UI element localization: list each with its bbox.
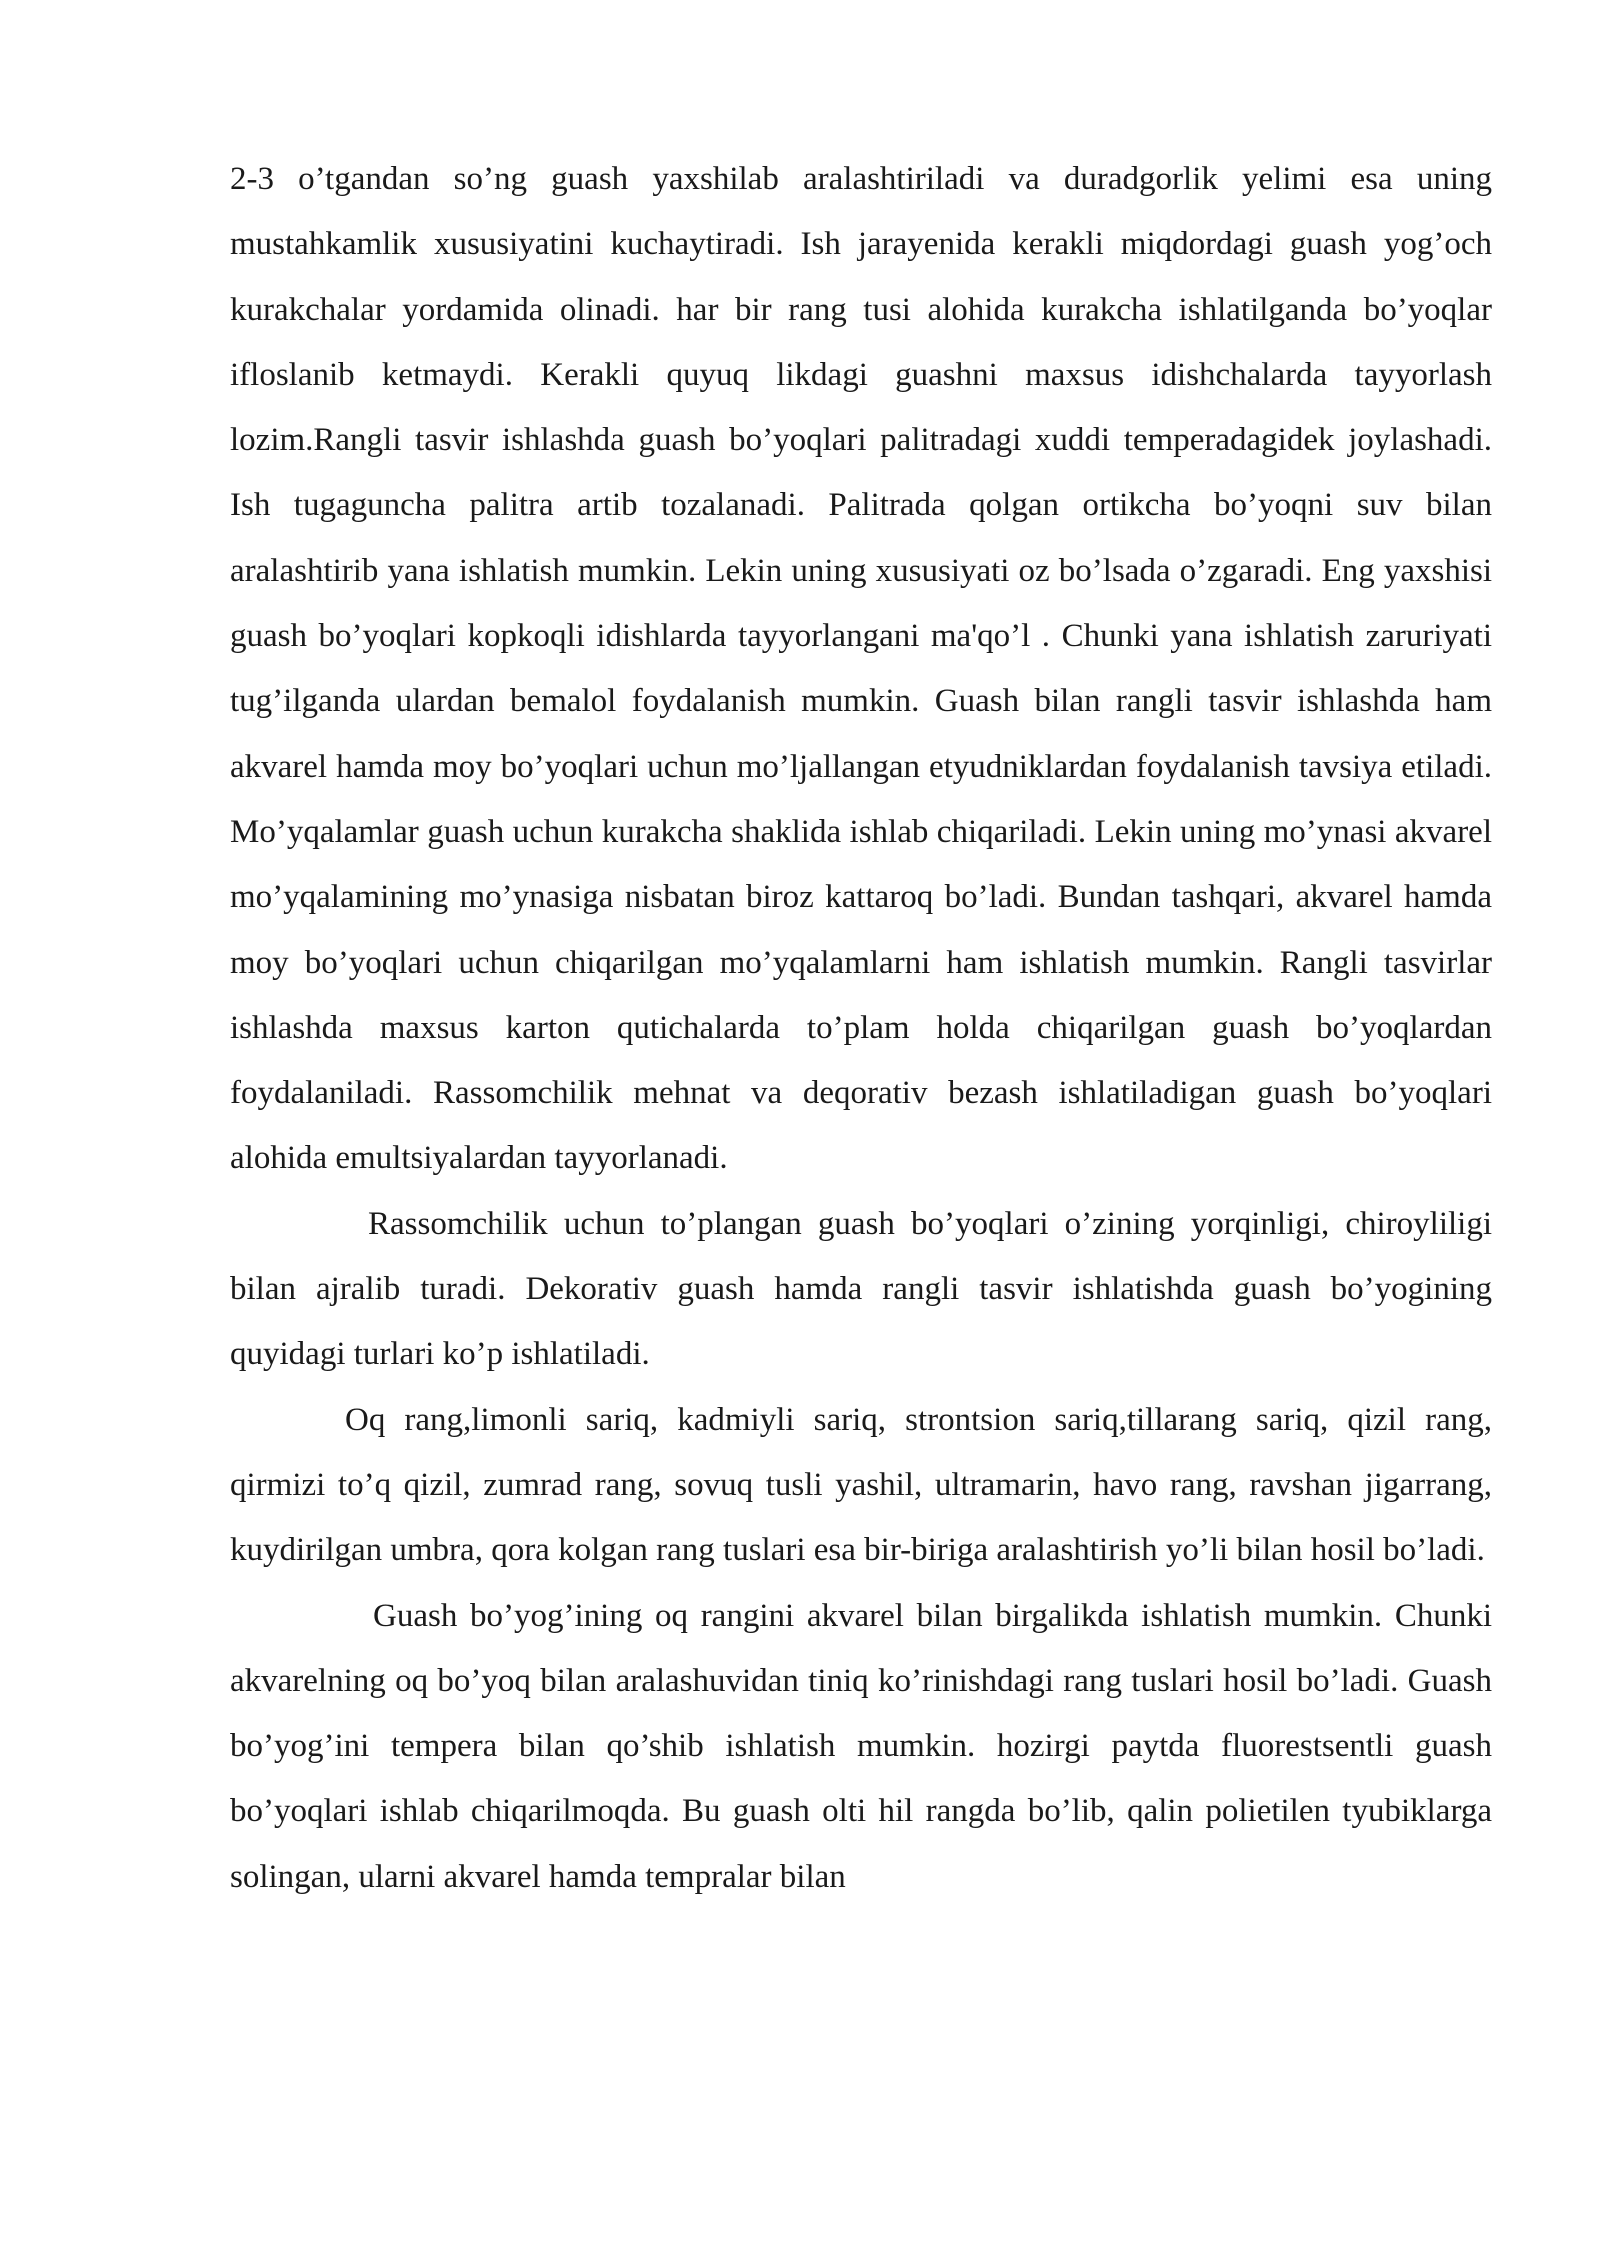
paragraph-white-guash: Guash bo’yog’ining oq rangini akvarel bilan birgalikda ishlatish mumkin. Chunki akvarelning oq bo’yoq bilan aralashuvidan tiniq ko’rinishdagi rang tuslari hosil bo’ladi. Guash bo’yog’ini tempera bilan qo’shib ishlatish mumkin. hozirgi paytda fluorestsentli guash bo’yoqlari ishlab chiqarilmoqda. Bu guash olti hil rangda bo’lib, qalin polietilen tyubiklarga solingan, ularni akvarel hamda tempralar bilan [230, 1597, 1492, 1895]
paragraph-guash-preparation: 2-3 o’tgandan so’ng guash yaxshilab aralashtiriladi va duradgorlik yelimi esa uning mustahkamlik xususiyatini kuchaytiradi. Ish jarayenida kerakli miqdordagi guash yog’och kurakchalar yordamida olinadi. har bir rang tusi alohida kurakcha ishlatilganda bo’yoqlar ifloslanib ketmaydi. Kerakli quyuq likdagi guashni maxsus idishchalarda tayyorlash lozim.Rangli tasvir ishlashda guash bo’yoqlari palitradagi xuddi temperadagidek joylashadi. Ish tugaguncha palitra artib tozalanadi. Palitrada qolgan ortikcha bo’yoqni suv bilan aralashtirib yana ishlatish mumkin. Lekin uning xususiyati oz bo’lsada o’zgaradi. Eng yaxshisi guash bo’yoqlari kopkoqli idishlarda tayyorlangani ma'qo’l . Chunki yana ishlatish zaruriyati tug’ilganda ulardan bemalol foydalanish mumkin. Guash bilan rangli tasvir ishlashda ham akvarel hamda moy bo’yoqlari uchun mo’ljallangan etyudniklardan foydalanish tavsiya etiladi. Mo’yqalamlar guash uchun kurakcha shaklida ishlab chiqariladi. Lekin uning mo’ynasi akvarel mo’yqalamining mo’ynasiga nisbatan biroz kattaroq bo’ladi. Bundan tashqari, akvarel hamda moy bo’yoqlari uchun chiqarilgan mo’yqalamlarni ham ishlatish mumkin. Rangli tasvirlar ishlashda maxsus karton qutichalarda to’plam holda chiqarilgan guash bo’yoqlardan foydalaniladi. Rassomchilik mehnat va deqorativ bezash ishlatiladigan guash bo’yoqlari alohida emultsiyalardan tayyorlanadi. [230, 161, 1492, 1177]
document-body [230, 147, 1492, 1910]
paragraph-guash-qualities: Rassomchilik uchun to’plangan guash bo’yoqlari o’zining yorqinligi, chiroyliligi bilan ajralib turadi. Dekorativ guash hamda rangli tasvir ishlatishda guash bo’yogining quyidagi turlari ko’p ishlatiladi. [230, 1205, 1492, 1373]
paragraph-color-list: Oq rang,limonli sariq, kadmiyli sariq, strontsion sariq,tillarang sariq, qizil rang, qirmizi to’q qizil, zumrad rang, sovuq tusli yashil, ultramarin, havo rang, ravshan jigarrang, kuydirilgan umbra, qora kolgan rang tuslari esa bir-biriga aralashtirish yo’li bilan hosil bo’ladi. [230, 1401, 1492, 1569]
